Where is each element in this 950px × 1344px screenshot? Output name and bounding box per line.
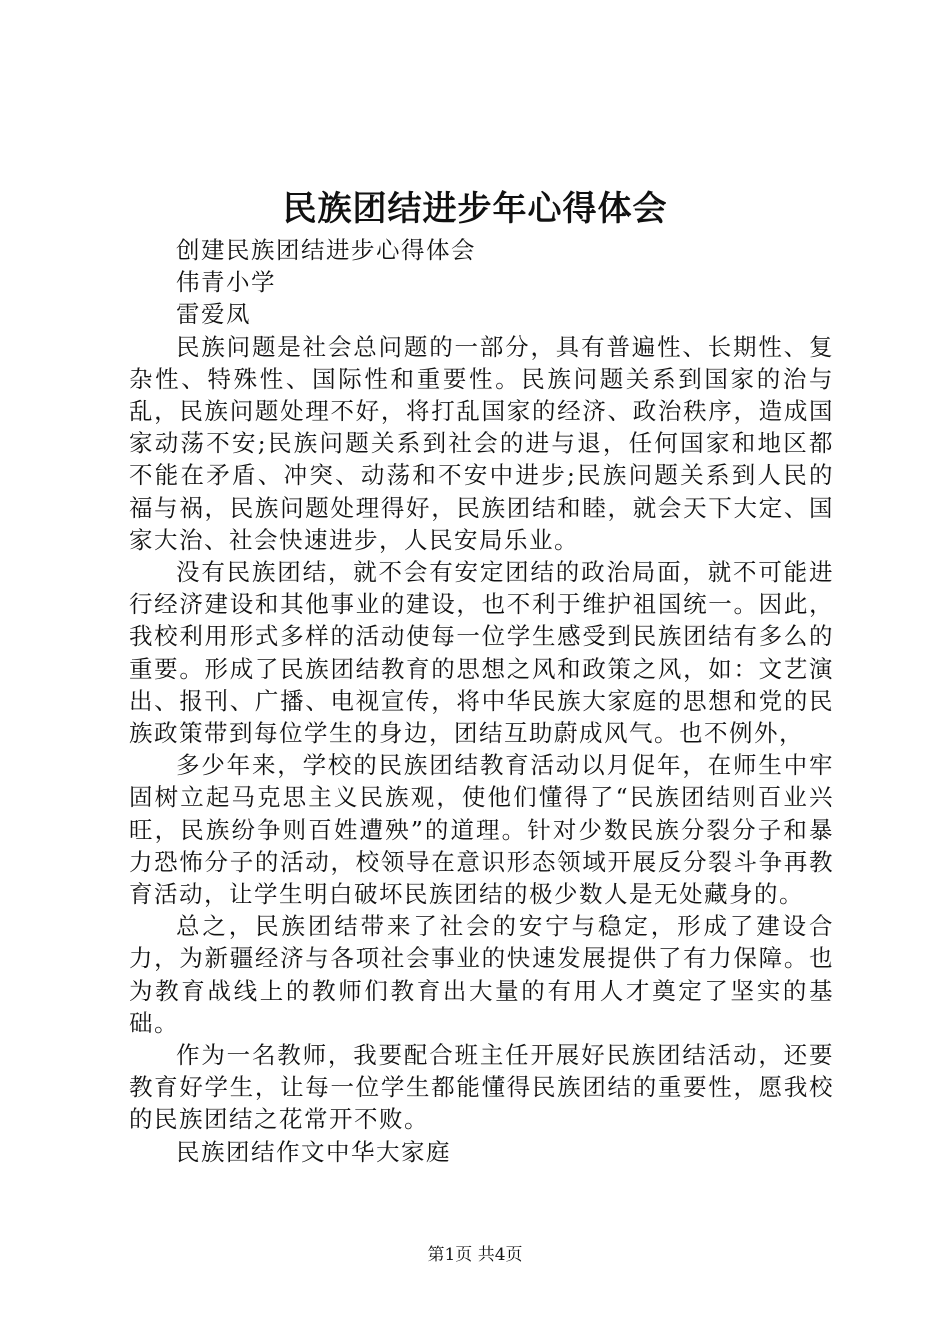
subtitle-paragraph: 创建民族团结进步心得体会 (176, 236, 476, 264)
body-paragraph: 作为一名教师，我要配合班主任开展好民族团结活动，还要教育好学生，让每一位学生都能懂得民族团结的重要性，愿我校的民族团结之花常开不败。 (129, 1041, 834, 1134)
body-paragraph: 多少年来，学校的民族团结教育活动以月促年，在师生中牢固树立起马克思主义民族观，使他们懂得了“民族团结则百业兴旺，民族纷争则百姓遭殃”的道理。针对少数民族分裂分子和暴力恐怖分子的活动，校领导在意识形态领域开展反分裂斗争再教育活动，让学生明白破坏民族团结的极少数人是无处藏身的。 (129, 751, 834, 909)
document-body (129, 234, 834, 1168)
document-title: 民族团结进步年心得体会 (282, 189, 668, 229)
body-paragraph: 总之，民族团结带来了社会的安宁与稳定，形成了建设合力，为新疆经济与各项社会事业的快速发展提供了有力保障。也为教育战线上的教师们教育出大量的有用人才奠定了坚实的基础。 (129, 912, 834, 1037)
section-heading: 民族团结作文中华大家庭 (176, 1137, 451, 1166)
body-paragraph: 民族问题是社会总问题的一部分，具有普遍性、长期性、复杂性、特殊性、国际性和重要性。民族问题关系到国家的治与乱，民族问题处理不好，将打乱国家的经济、政治秩序，造成国家动荡不安;民族问题关系到社会的进与退，任何国家和地区都不能在矛盾、冲突、动荡和不安中进步;民族问题关系到人民的福与祸，民族问题处理得好，民族团结和睦，就会天下大定、国家大治、社会快速进步，人民安局乐业。 (129, 332, 834, 554)
author-name: 雷爱凤 (176, 300, 251, 329)
page-number-footer: 第1页 共4页 (427, 1245, 523, 1265)
body-paragraph: 没有民族团结，就不会有安定团结的政治局面，就不可能进行经济建设和其他事业的建设，也不利于维护祖国统一。因此，我校利用形式多样的活动使每一位学生感受到民族团结有多么的重要。形成了民族团结教育的思想之风和政策之风，如：文艺演出、报刊、广播、电视宣传，将中华民族大家庭的思想和党的民族政策带到每位学生的身边，团结互助蔚成风气。也不例外， (129, 558, 834, 748)
school-name: 伟青小学 (176, 268, 276, 297)
